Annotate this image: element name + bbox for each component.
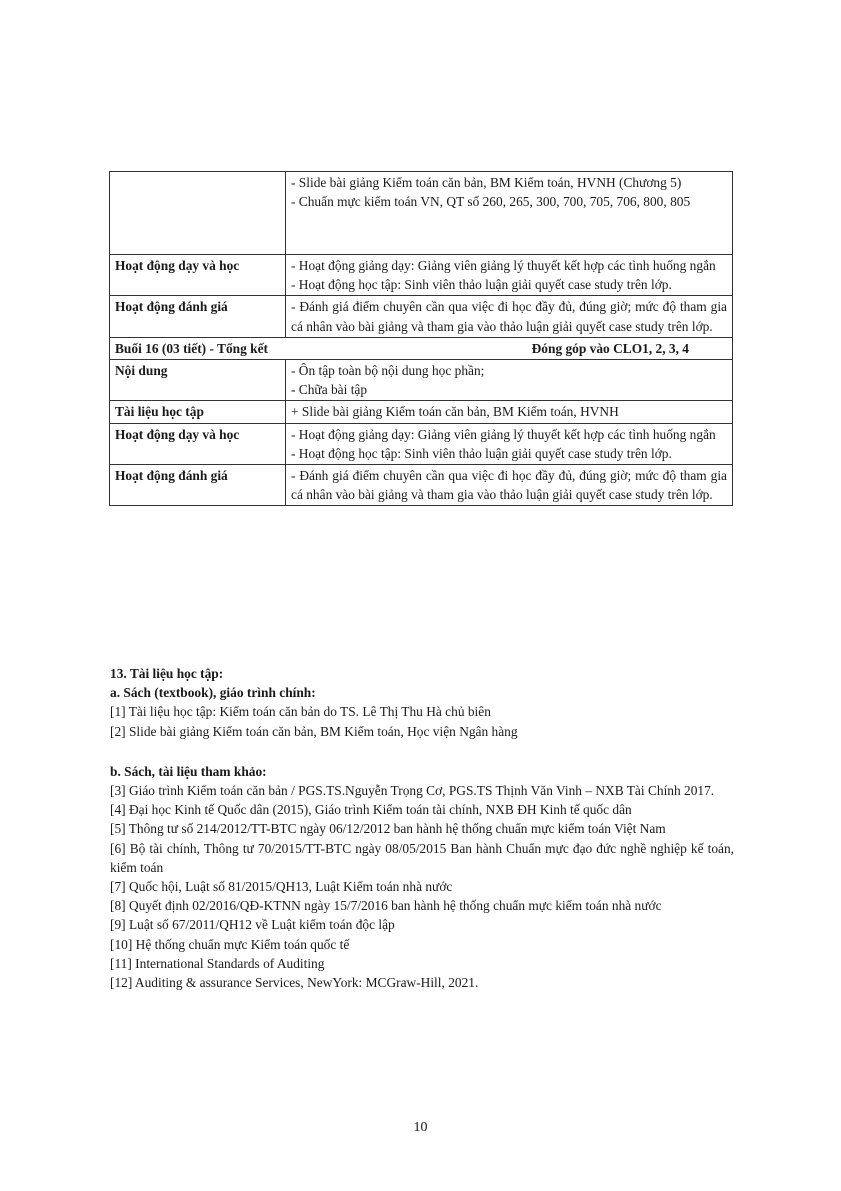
reference-item: [6] Bộ tài chính, Thông tư 70/2015/TT-BTC ngày 08/05/2015 Ban hành Chuẩn mực đạo đức nghề nghiệp kế toán, kiểm toán	[110, 840, 734, 875]
references-heading: 13. Tài liệu học tập:	[110, 666, 224, 681]
session-row	[110, 337, 733, 359]
session-title: Buổi 16 (03 tiết) - Tổng kết	[115, 340, 268, 356]
reference-item: [2] Slide bài giảng Kiểm toán căn bản, BM Kiểm toán, Học viện Ngân hàng	[110, 723, 518, 739]
table-row	[110, 296, 733, 337]
row-label: Hoạt động dạy và học	[110, 423, 286, 464]
reference-item: [12] Auditing & assurance Services, NewYork: MCGraw-Hill, 2021.	[110, 975, 479, 991]
reference-item: [7] Quốc hội, Luật số 81/2015/QH13, Luật Kiểm toán nhà nước	[110, 879, 453, 895]
content-line: - Hoạt động học tập: Sinh viên thảo luận giải quyết case study trên lớp.	[291, 277, 672, 293]
table-row	[110, 401, 733, 423]
page-number: 10	[413, 1120, 428, 1135]
row-label	[110, 172, 286, 255]
row-label: Nội dung	[110, 360, 286, 401]
content-line: - Đánh giá điểm chuyên cần qua việc đi học đầy đủ, đúng giờ; mức độ tham gia cá nhân vào bài giảng và tham gia vào thảo luận giải quyết case study trên lớp.	[291, 299, 727, 334]
session-contribution: Đóng góp vào CLO1, 2, 3, 4	[531, 340, 689, 356]
table-row	[110, 360, 733, 401]
row-label: Hoạt động dạy và học	[110, 255, 286, 296]
content-line: - Chuẩn mực kiểm toán VN, QT số 260, 265, 300, 700, 705, 706, 800, 805	[291, 194, 691, 210]
row-content	[286, 255, 733, 296]
row-label: Hoạt động đánh giá	[110, 465, 286, 506]
table-row	[110, 255, 733, 296]
table-row	[110, 465, 733, 506]
row-content	[286, 296, 733, 337]
content-line: - Hoạt động giảng dạy: Giảng viên giảng lý thuyết kết hợp các tình huống ngắn	[291, 258, 716, 273]
further-reading-heading: b. Sách, tài liệu tham khảo:	[110, 763, 267, 779]
row-content	[286, 465, 733, 506]
content-line: - Ôn tập toàn bộ nội dung học phần;	[291, 363, 485, 379]
reference-item: [11] International Standards of Auditing	[110, 955, 325, 971]
content-line: + Slide bài giảng Kiểm toán căn bản, BM Kiểm toán, HVNH	[291, 404, 619, 420]
content-line: - Hoạt động giảng dạy: Giảng viên giảng lý thuyết kết hợp các tình huống ngắn	[291, 426, 716, 442]
reference-item: [5] Thông tư số 214/2012/TT-BTC ngày 06/12/2012 ban hành hệ thống chuẩn mực kiểm toán Việt Nam	[110, 821, 666, 837]
textbook-heading: a. Sách (textbook), giáo trình chính:	[110, 685, 316, 701]
row-content	[286, 172, 733, 255]
content-line: - Hoạt động học tập: Sinh viên thảo luận giải quyết case study trên lớp.	[291, 445, 672, 461]
row-label: Tài liệu học tập	[110, 401, 286, 423]
row-label: Hoạt động đánh giá	[110, 296, 286, 337]
reference-item: [8] Quyết định 02/2016/QĐ-KTNN ngày 15/7/2016 ban hành hệ thống chuẩn mực kiểm toán nhà nước	[110, 898, 662, 914]
content-line: - Chữa bài tập	[291, 382, 368, 398]
session-header	[110, 337, 733, 359]
reference-item: [1] Tài liệu học tập: Kiểm toán căn bản do TS. Lê Thị Thu Hà chủ biên	[110, 704, 491, 720]
table-row	[110, 423, 733, 464]
reference-item: [9] Luật số 67/2011/QH12 về Luật kiểm toán độc lập	[110, 917, 395, 933]
row-content	[286, 401, 733, 423]
reference-item: [3] Giáo trình Kiểm toán căn bản / PGS.TS.Nguyễn Trọng Cơ, PGS.TS Thịnh Văn Vinh – NXB Tài Chính 2017.	[110, 783, 715, 799]
references-section	[110, 664, 734, 992]
reference-item: [10] Hệ thống chuẩn mực Kiểm toán quốc tế	[110, 936, 350, 952]
content-line: - Slide bài giảng Kiểm toán căn bản, BM Kiểm toán, HVNH (Chương 5)	[291, 175, 682, 190]
syllabus-table	[109, 171, 733, 506]
row-content	[286, 423, 733, 464]
reference-item: [4] Đại học Kinh tế Quốc dân (2015), Giáo trình Kiểm toán tài chính, NXB ĐH Kinh tế quốc dân	[110, 802, 632, 818]
table-row	[110, 172, 733, 255]
content-line: - Đánh giá điểm chuyên cần qua việc đi học đầy đủ, đúng giờ; mức độ tham gia cá nhân vào bài giảng và tham gia vào thảo luận giải quyết case study trên lớp.	[291, 468, 727, 503]
row-content	[286, 360, 733, 401]
